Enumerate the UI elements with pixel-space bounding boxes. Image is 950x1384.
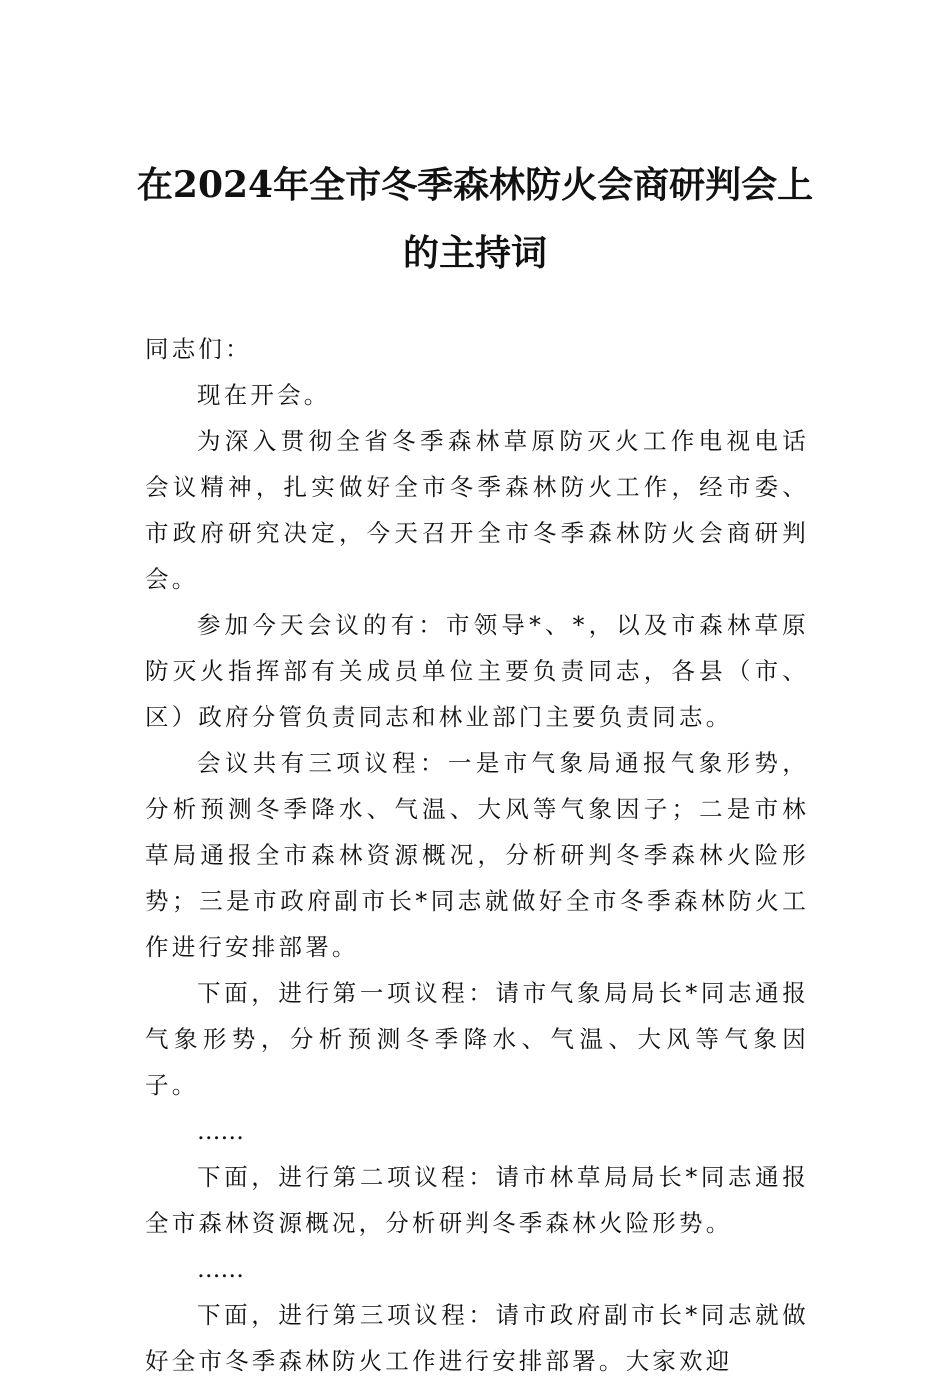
document-title-line-2: 的主持词: [402, 232, 547, 274]
ellipsis-one: ……: [197, 1117, 244, 1145]
paragraph-attendees: 参加今天会议的有：市领导*、*，以及市森林草原防灭火指挥部有关成员单位主要负责同志，各县（市、区）政府分管负责同志和林业部门主要负责同志。: [145, 611, 809, 731]
paragraph-item-three: 下面，进行第三项议程：请市政府副市长*同志就做好全市冬季森林防火工作进行安排部署。大家欢迎: [145, 1301, 809, 1375]
paragraph-item-two: 下面，进行第二项议程：请市林草局局长*同志通报全市森林资源概况，分析研判冬季森林火险形势。: [145, 1163, 809, 1237]
salutation: 同志们：: [145, 335, 252, 363]
ellipsis-two: ……: [197, 1255, 244, 1283]
paragraph-opening: 现在开会。: [197, 381, 331, 409]
paragraph-item-one: 下面，进行第一项议程：请市气象局局长*同志通报气象形势，分析预测冬季降水、气温、大风等气象因子。: [145, 979, 809, 1099]
document-body: [145, 326, 809, 1384]
paragraph-purpose: 为深入贯彻全省冬季森林草原防灭火工作电视电话会议精神，扎实做好全市冬季森林防火工作，经市委、市政府研究决定，今天召开全市冬季森林防火会商研判会。: [145, 427, 809, 593]
paragraph-agenda: 会议共有三项议程：一是市气象局通报气象形势，分析预测冬季降水、气温、大风等气象因子；二是市林草局通报全市森林资源概况，分析研判冬季森林火险形势；三是市政府副市长*同志就做好全市冬季森林防火工作进行安排部署。: [145, 749, 809, 961]
document-title-line-1: 在2024年全市冬季森林防火会商研判会上: [136, 164, 814, 206]
